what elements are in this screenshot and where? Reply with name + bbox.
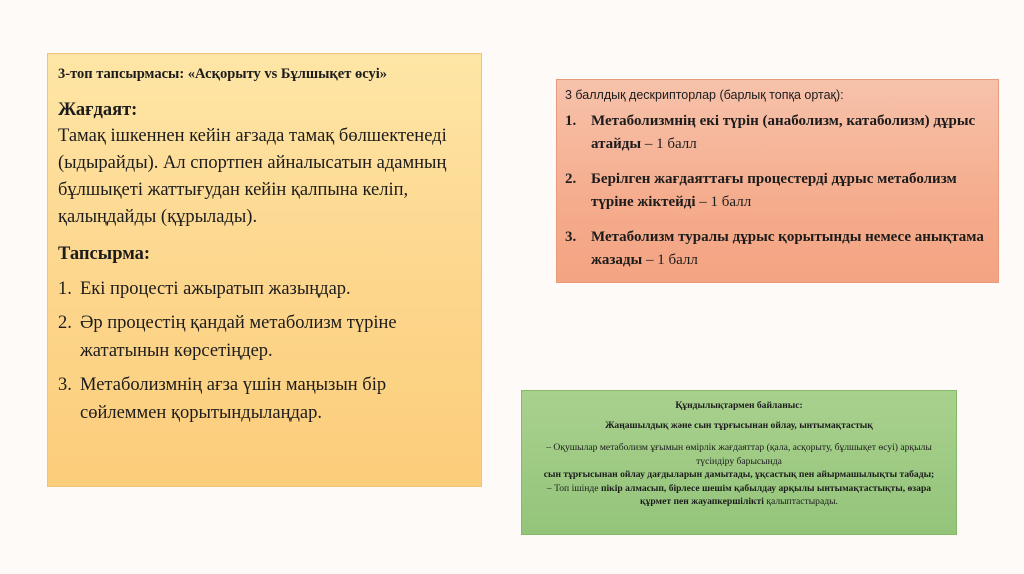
descriptor-text: Метаболизм туралы дұрыс қорытынды немесе анықтама жазады — [591, 229, 984, 268]
task-item — [58, 275, 471, 303]
task-item-number: 3. — [58, 375, 72, 395]
descriptor-list — [565, 110, 990, 272]
task-item — [58, 309, 471, 365]
task-item — [58, 371, 471, 427]
values-line-3-pre: – Топ ішінде — [546, 482, 601, 494]
descriptors-panel — [556, 79, 999, 283]
task-item-number: 1. — [58, 279, 72, 299]
descriptor-number: 1. — [565, 113, 577, 129]
descriptor-score: – 1 балл — [695, 194, 752, 210]
task-item-text: Екі процесті ажыратып жазыңдар. — [80, 279, 351, 299]
descriptor-text: Метаболизмнің екі түрін (анаболизм, катаболизм) дұрыс атайды — [591, 113, 976, 152]
descriptor-item — [565, 168, 990, 214]
task-item-text: Метаболизмнің ағза үшін маңызын бір сөйлеммен қорытындылаңдар. — [80, 375, 387, 423]
values-title: Құндылықтармен байланыс: — [675, 400, 803, 411]
descriptor-item — [565, 110, 990, 156]
values-line-3-post: қалыптастырады. — [763, 496, 838, 507]
situation-text: Тамақ ішкеннен кейін ағзада тамақ бөлшектенеді (ыдырайды). Ал спортпен айналысатын адамның бұлшықеті жаттығудан кейін қалпына келіп, қалыңдайды (құрылады). — [58, 126, 447, 227]
values-panel — [521, 390, 957, 535]
task-panel — [47, 53, 482, 487]
descriptor-number: 2. — [565, 171, 577, 187]
task-item-number: 2. — [58, 313, 72, 333]
descriptor-item — [565, 226, 990, 272]
descriptors-header: 3 баллдық дескрипторлар (барлық топқа ортақ): — [565, 88, 844, 102]
values-line-2: сын тұрғысынан ойлау дағдыларын дамытады, ұқсастық пен айырмашылықты табады; — [543, 469, 935, 480]
values-line-3 — [536, 482, 942, 509]
values-line-1: – Оқушылар метаболизм ұғымын өмірлік жағдаяттар (қала, асқорыту, бұлшықет өсуі) арқылы түсіндіру барысында — [546, 442, 932, 467]
task-item-text: Әр процестің қандай метаболизм түріне жататынын көрсетіңдер. — [80, 313, 397, 361]
descriptor-score: – 1 балл — [642, 252, 698, 268]
descriptor-score: – 1 балл — [641, 136, 697, 152]
descriptor-number: 3. — [565, 229, 577, 245]
values-line-3-bold: пікір алмасып, бірлесе шешім қабылдау арқылы ынтымақтастықты, өзара құрмет пен жауапкершілікті — [600, 482, 932, 507]
task-list — [58, 275, 471, 427]
situation-heading: Жағдаят: — [58, 100, 138, 120]
descriptor-text: Берілген жағдаяттағы процестерді дұрыс метаболизм түріне жіктейді — [591, 171, 957, 210]
task-heading: Тапсырма: — [58, 244, 151, 264]
task-title: 3-топ тапсырмасы: «Асқорыту vs Бұлшықет өсуі» — [58, 66, 387, 82]
values-subtitle: Жаңашылдық және сын тұрғысынан ойлау, ынтымақтастық — [605, 419, 873, 431]
